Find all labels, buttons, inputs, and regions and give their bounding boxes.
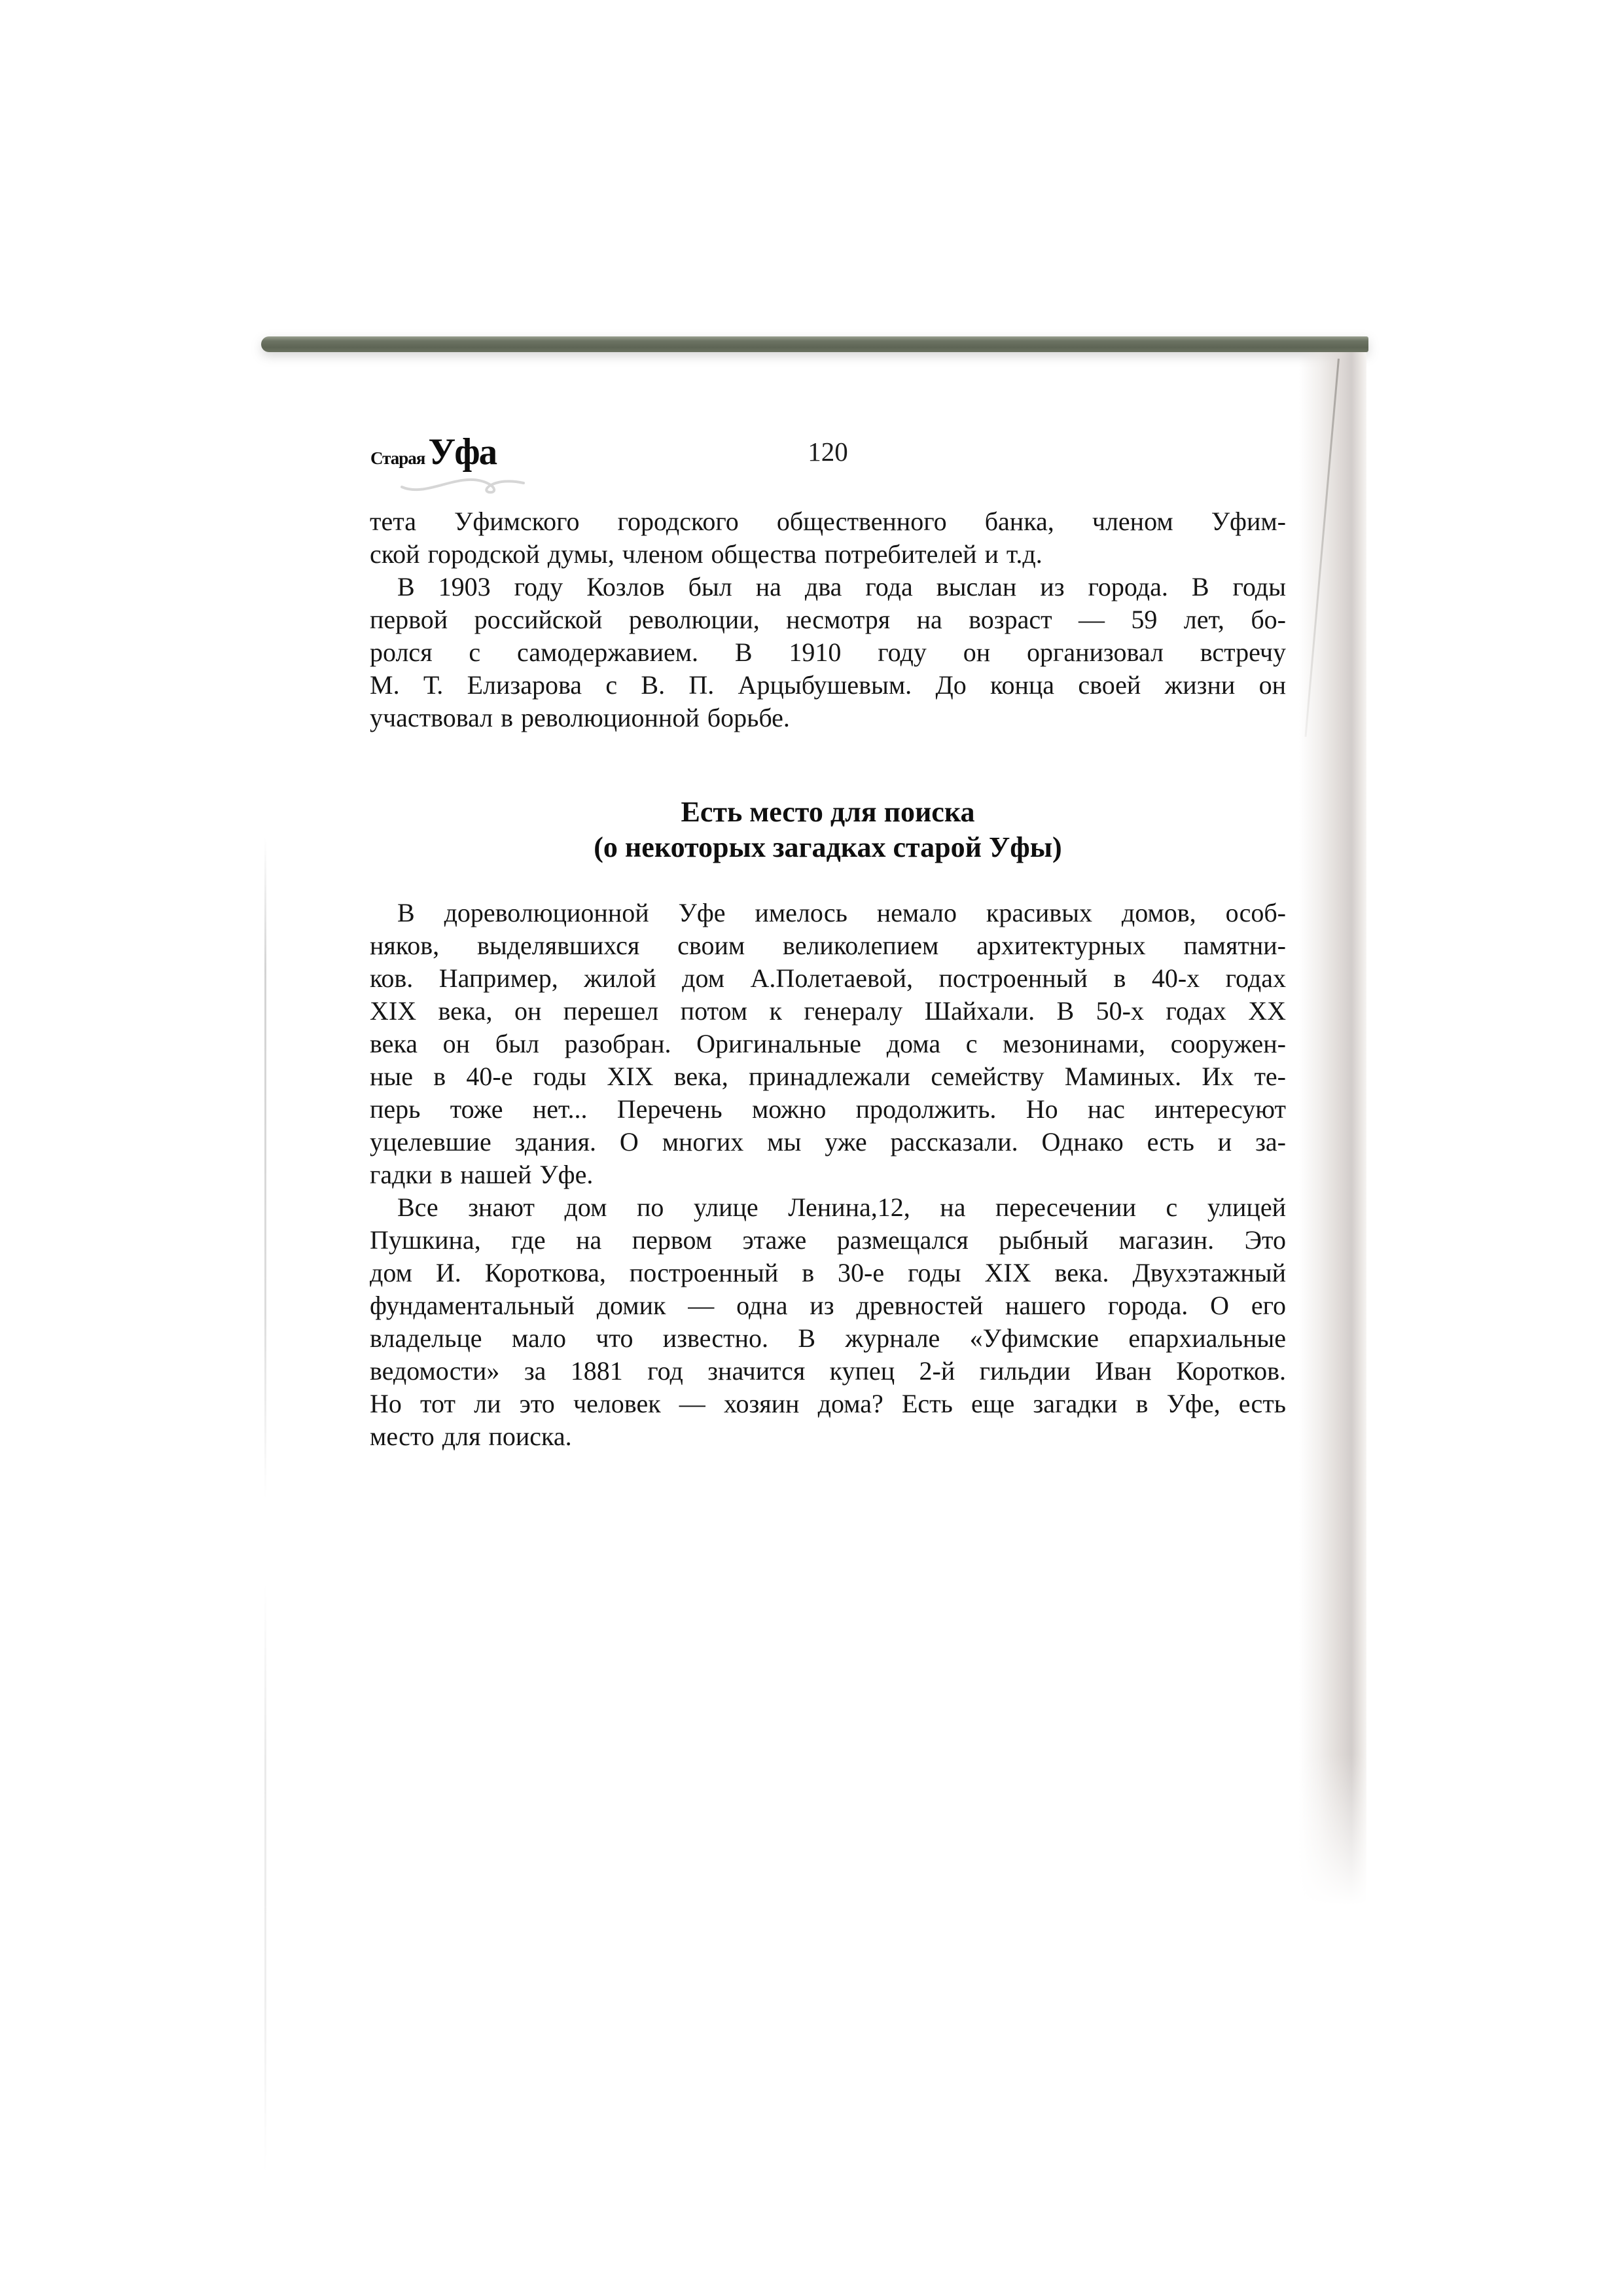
- text-line: участвовал в революционной борьбе.: [370, 703, 790, 732]
- page-curl-shadow: [1299, 352, 1366, 1924]
- book-logo-word-big: Уфа: [428, 431, 497, 473]
- body-text-lower: [370, 897, 1286, 1453]
- text-line: дом И. Короткова, построенный в 30-е годы XIX века. Двухэтажный: [370, 1258, 1286, 1287]
- section-heading-line1: Есть место для поиска: [681, 796, 975, 828]
- text-line: ской городской думы, членом общества потребителей и т.д.: [370, 539, 1043, 569]
- text-line: тета Уфимского городского общественного банка, членом Уфим-: [370, 507, 1286, 536]
- page-curl-shadow-fade: [1299, 1754, 1366, 1926]
- text-line: место для поиска.: [370, 1422, 572, 1451]
- logo-flourish-icon: [398, 470, 535, 499]
- text-line: няков, выделявшихся своим великолепием архитектурных памятни-: [370, 931, 1286, 960]
- text-line: гадки в нашей Уфе.: [370, 1160, 594, 1189]
- text-line: первой российской революции, несмотря на возраст — 59 лет, бо-: [370, 605, 1286, 634]
- left-binding-crease-lower: [264, 1584, 266, 2173]
- page-number: 120: [808, 437, 848, 467]
- text-line: М. Т. Елизарова с В. П. Арцыбушевым. До конца своей жизни он: [370, 670, 1286, 700]
- text-line: XIX века, он перешел потом к генералу Шайхали. В 50-х годах XX: [370, 996, 1286, 1026]
- text-line: фундаментальный домик — одна из древностей нашего города. О его: [370, 1291, 1286, 1320]
- text-line: В дореволюционной Уфе имелось немало красивых домов, особ-: [397, 898, 1286, 927]
- body-text-upper: [370, 505, 1286, 734]
- text-line: ков. Например, жилой дом А.Полетаевой, построенный в 40-х годах: [370, 963, 1286, 993]
- text-line: ролся с самодержавием. В 1910 году он организовал встречу: [370, 637, 1286, 667]
- text-line: уцелевшие здания. О многих мы уже рассказали. Однако есть и за-: [370, 1127, 1286, 1157]
- text-line: В 1903 году Козлов был на два года выслан из города. В годы: [397, 572, 1286, 601]
- text-line: владельце мало что известно. В журнале «Уфимские епархиальные: [370, 1323, 1286, 1353]
- text-line: Но тот ли это человек — хозяин дома? Есть еще загадки в Уфе, есть: [370, 1389, 1286, 1418]
- text-line: перь тоже нет... Перечень можно продолжить. Но нас интересуют: [370, 1094, 1286, 1124]
- section-heading: [370, 795, 1286, 865]
- book-logo-word-small: Старая: [370, 448, 425, 468]
- text-line: ные в 40-е годы XIX века, принадлежали семейству Маминых. Их те-: [370, 1062, 1286, 1091]
- text-line: века он был разобран. Оригинальные дома с мезонинами, сооружен-: [370, 1029, 1286, 1058]
- text-line: ведомости» за 1881 год значится купец 2-й гильдии Иван Коротков.: [370, 1356, 1286, 1386]
- left-binding-crease: [264, 838, 266, 1499]
- scan-top-edge: [261, 336, 1368, 352]
- text-line: Все знают дом по улице Ленина,12, на пересечении с улицей: [397, 1193, 1286, 1222]
- text-line: Пушкина, где на первом этаже размещался рыбный магазин. Это: [370, 1225, 1286, 1255]
- section-heading-line2: (о некоторых загадках старой Уфы): [594, 831, 1062, 863]
